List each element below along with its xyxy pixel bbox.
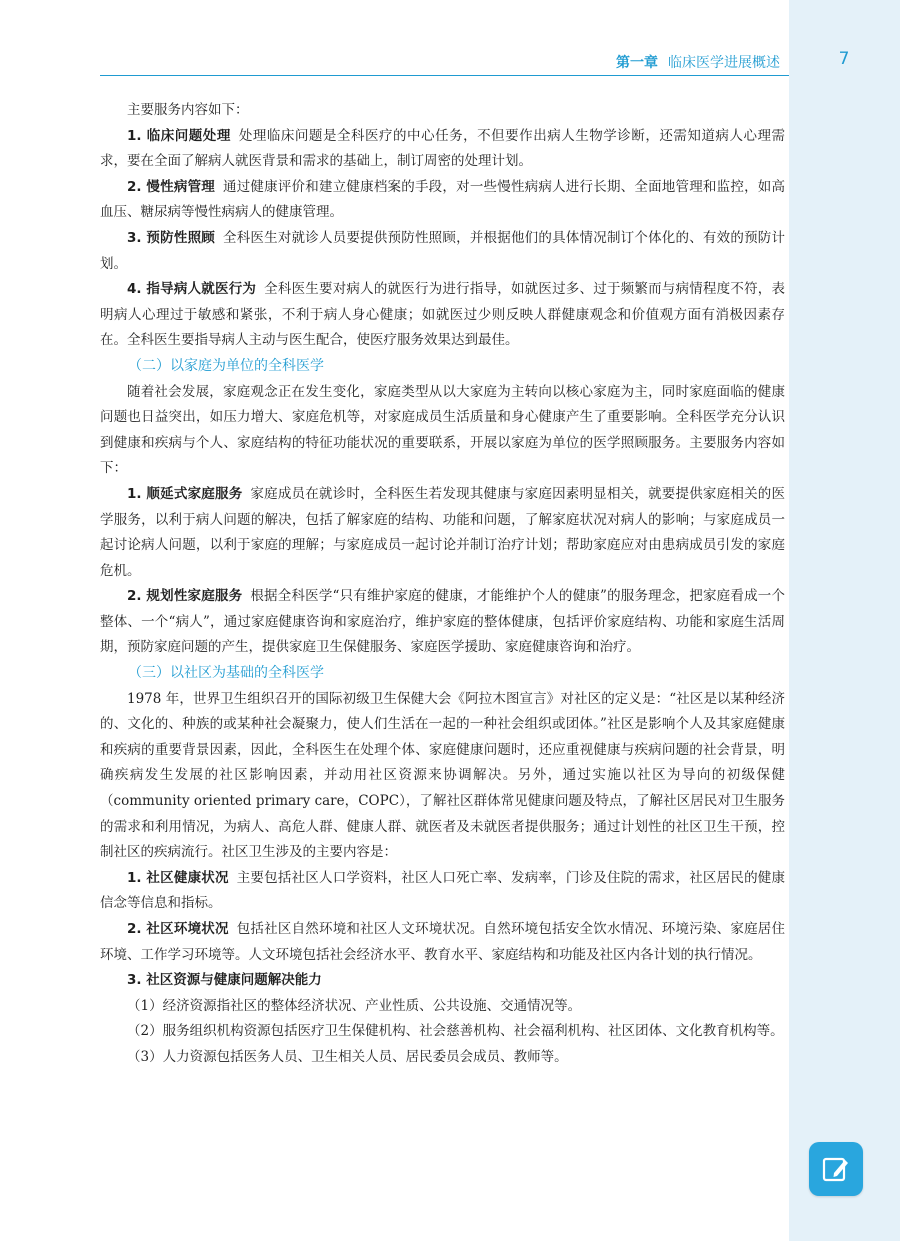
paragraph: （3）人力资源包括医务人员、卫生相关人员、居民委员会成员、教师等。 bbox=[127, 1048, 568, 1065]
item-text: 家庭成员在就诊时，全科医生若发现其健康与家庭因素明显相关，就要提供家庭相关的医学服务，以利于病人问题的解决，包括了解家庭的结构、功能和问题，了解家庭状况对病人的影响；与家庭成员一起讨论病人问题，以利于家庭的理解；与家庭成员一起讨论并制订治疗计划；帮助家庭应对由患病成员引发的家庭危机。 bbox=[100, 485, 785, 579]
list-item bbox=[100, 917, 785, 968]
paragraph: 1978 年，世界卫生组织召开的国际初级卫生保健大会《阿拉木图宣言》对社区的定义是：“社区是以某种经济的、文化的、种族的或某种社会凝聚力，使人们生活在一起的一种社会组织或团体。”社区是影响个人及其家庭健康和疾病的重要背景因素，因此，全科医生在处理个体、家庭健康问题时，还应重视健康与疾病问题的社会背景，明确疾病发生发展的社区影响因素，并动用社区资源来协调解决。另外，通过实施以社区为导向的初级保健（community oriented primary care，COPC），了解社区群体常见健康问题及特点，了解社区居民对卫生服务的需求和利用情况，为病人、高危人群、健康人群、就医者及未就医者提供服务；通过计划性的社区卫生干预，控制社区的疾病流行。社区卫生涉及的主要内容是： bbox=[100, 690, 785, 861]
item-text: 包括社区自然环境和社区人文环境状况。自然环境包括安全饮水情况、环境污染、家庭居住环境、工作学习环境等。人文环境包括社会经济水平、教育水平、家庭结构和功能及社区内各计划的执行情况。 bbox=[100, 921, 785, 963]
list-item bbox=[100, 175, 785, 226]
item-label: 1. 社区健康状况 bbox=[127, 869, 229, 886]
item-label: 3. 预防性照顾 bbox=[127, 229, 215, 246]
paragraph: 随着社会发展，家庭观念正在发生变化，家庭类型从以大家庭为主转向以核心家庭为主，同时家庭面临的健康问题也日益突出，如压力增大、家庭危机等，对家庭成员生活质量和身心健康产生了重要影响。全科医学充分认识到健康和疾病与个人、家庭结构的特征功能状况的重要联系，开展以家庭为单位的医学照顾服务。主要服务内容如下： bbox=[100, 383, 785, 477]
list-item bbox=[100, 866, 785, 917]
item-text: 根据全科医学“只有维护家庭的健康，才能维护个人的健康”的服务理念，把家庭看成一个整体、一个“病人”，通过家庭健康咨询和家庭治疗，维护家庭的整体健康，包括评价家庭结构、功能和家庭生活周期，预防家庭问题的产生，提供家庭卫生保健服务、家庭医学援助、家庭健康咨询和治疗。 bbox=[100, 588, 785, 656]
list-item bbox=[100, 124, 785, 175]
item-text: 主要包括社区人口学资料，社区人口死亡率、发病率，门诊及住院的需求，社区居民的健康信念等信息和指标。 bbox=[100, 869, 785, 912]
item-text: 全科医生对就诊人员要提供预防性照顾，并根据他们的具体情况制订个体化的、有效的预防计划。 bbox=[100, 229, 785, 272]
section-heading: （二）以家庭为单位的全科医学 bbox=[128, 357, 324, 374]
item-label: 1. 顺延式家庭服务 bbox=[127, 485, 243, 502]
paragraph: （1）经济资源指社区的整体经济状况、产业性质、公共设施、交通情况等。 bbox=[127, 997, 582, 1014]
page-number: 7 bbox=[838, 49, 850, 69]
chapter-number: 第一章 bbox=[616, 55, 658, 71]
item-label: 4. 指导病人就医行为 bbox=[127, 281, 257, 298]
item-label: 2. 规划性家庭服务 bbox=[127, 588, 243, 605]
section-heading: （三）以社区为基础的全科医学 bbox=[128, 665, 324, 682]
list-item bbox=[100, 584, 785, 661]
item-heading: 3. 社区资源与健康问题解决能力 bbox=[127, 972, 322, 989]
paragraph: 主要服务内容如下： bbox=[127, 102, 249, 118]
body-text bbox=[100, 98, 785, 1071]
list-item bbox=[100, 277, 785, 354]
pencil-note-icon bbox=[821, 1154, 851, 1184]
side-margin-band bbox=[789, 0, 900, 1241]
running-header bbox=[560, 52, 780, 72]
item-label: 2. 社区环境状况 bbox=[127, 921, 229, 937]
header-rule bbox=[100, 75, 789, 76]
item-text: 通过健康评价和建立健康档案的手段，对一些慢性病病人进行长期、全面地管理和监控，如高血压、糖尿病等慢性病病人的健康管理。 bbox=[100, 178, 785, 221]
list-item bbox=[100, 226, 785, 277]
paragraph: （2）服务组织机构资源包括医疗卫生保健机构、社会慈善机构、社会福利机构、社区团体、文化教育机构等。 bbox=[127, 1023, 784, 1040]
item-label: 1. 临床问题处理 bbox=[127, 127, 231, 144]
item-text: 处理临床问题是全科医疗的中心任务，不但要作出病人生物学诊断，还需知道病人心理需求，要在全面了解病人就医背景和需求的基础上，制订周密的处理计划。 bbox=[100, 127, 785, 170]
chapter-title: 临床医学进展概述 bbox=[668, 55, 780, 71]
note-button[interactable] bbox=[809, 1142, 863, 1196]
list-item bbox=[100, 482, 785, 584]
item-label: 2. 慢性病管理 bbox=[127, 178, 215, 195]
item-text: 全科医生要对病人的就医行为进行指导，如就医过多、过于频繁而与病情程度不符，表明病人心理过于敏感和紧张，不利于病人身心健康；如就医过少则反映人群健康观念和价值观方面有消极因素存在。全科医生要指导病人主动与医生配合，使医疗服务效果达到最佳。 bbox=[100, 281, 785, 349]
